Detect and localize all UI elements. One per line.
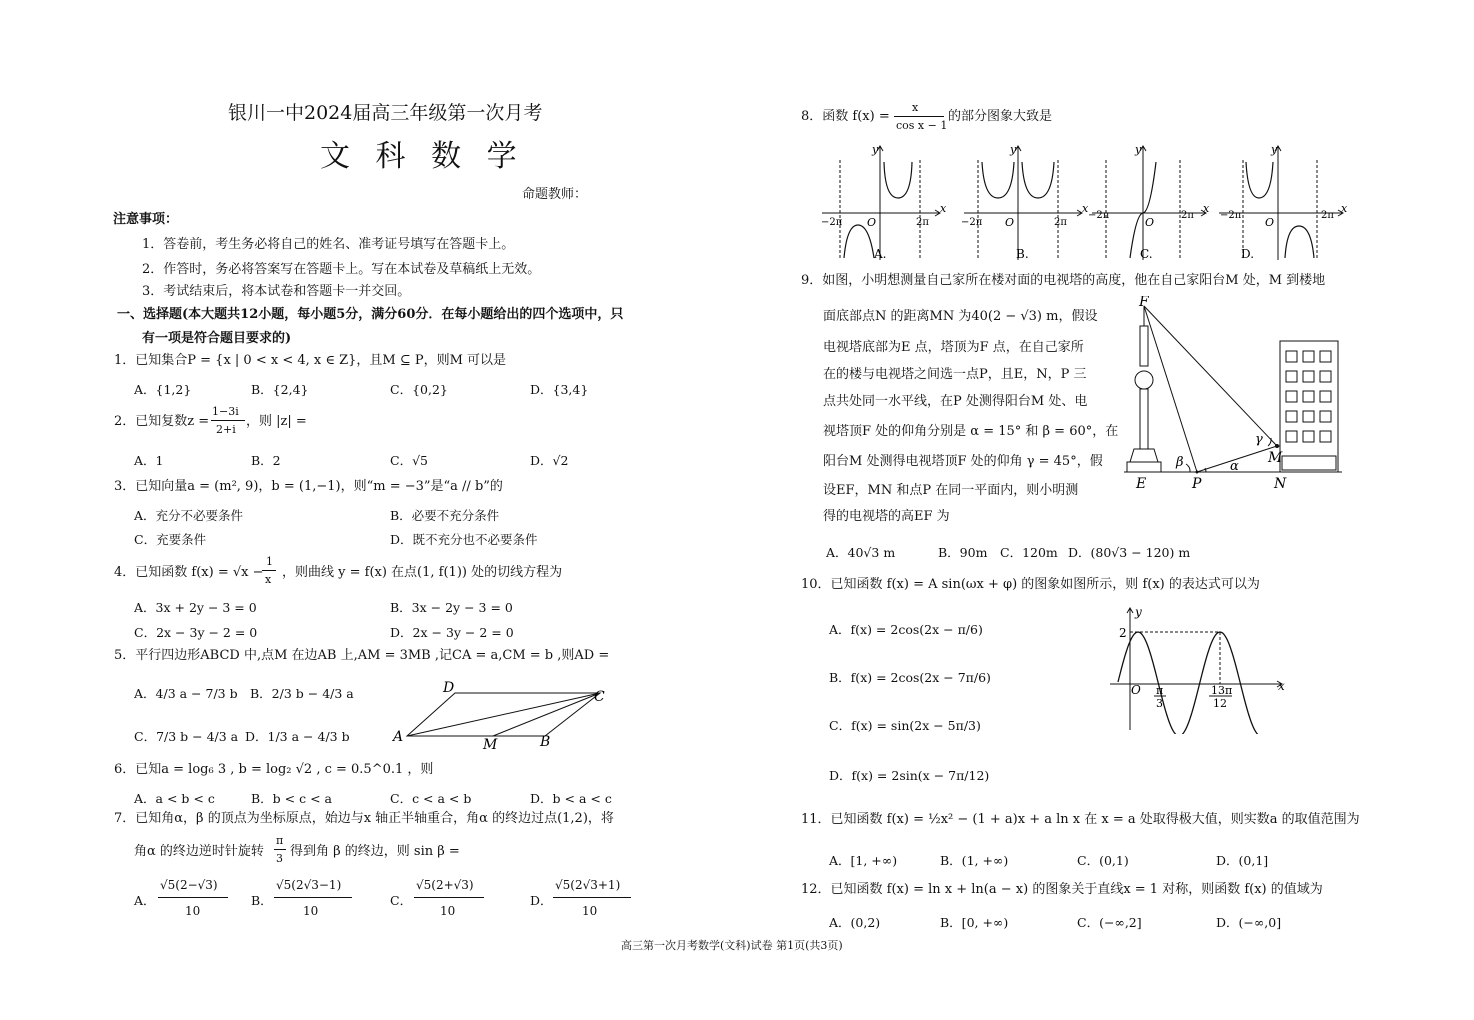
notice-item: 3．考试结束后，将本试卷和答题卡一并交回。 [142,284,411,299]
building-window [1320,411,1331,422]
label-m: M [1268,450,1283,466]
parallelogram-figure [385,678,615,750]
q2-frac-bar [211,420,245,421]
tower-building-figure [1122,296,1347,492]
svg-text:D.: D. [1241,247,1255,261]
question-7-stem-cont: 角α 的终边逆时针旋转 [134,844,264,859]
question-8-stem: 8．函数 f(x) = [801,109,890,124]
svg-text:y: y [1271,143,1278,156]
label-a: A [393,729,404,745]
q7-a-den: 10 [185,904,201,918]
label-n: N [1274,476,1287,492]
q1-option-c[interactable]: C．{0,2} [390,382,448,397]
notice-heading: 注意事项： [113,212,179,227]
q4-frac-bar [262,570,276,571]
q3-option-b[interactable]: B．必要不充分条件 [390,508,500,523]
q10-sine-graph [1108,604,1288,734]
label-beta: β [1176,455,1184,470]
svg-text:O: O [867,216,877,229]
q11-option-a[interactable]: A．[1, +∞) [829,853,898,868]
building-window [1303,351,1314,362]
question-9-stem: 9．如图，小明想测量自己家所在楼对面的电视塔的高度，他在自己家阳台M 处，M 到楼地 [801,273,1326,288]
q1-option-b[interactable]: B．{2,4} [251,382,309,397]
q4-option-b[interactable]: B．3x − 2y − 3 = 0 [390,600,513,615]
q7-frac-den: 3 [276,852,283,865]
exam-title: 银川一中2024届高三年级第一次月考 [228,102,543,124]
q3-option-a[interactable]: A．充分不必要条件 [134,508,244,523]
q4-frac-num: 1 [266,555,273,568]
q9-option-d[interactable]: D．(80√3 − 120) m [1068,545,1191,560]
question-7-stem-tail: 得到角 β 的终边，则 sin β = [290,844,460,859]
svg-text:2π: 2π [1181,210,1194,221]
q7-frac-num: π [276,834,284,847]
section-heading-cont: 有一项是符合题目要求的) [142,331,292,346]
building-window [1303,431,1314,442]
svg-text:−2π: −2π [821,217,843,228]
q7-c-num: √5(2+√3) [416,878,474,892]
question-6-stem: 6．已知a = log₆ 3 , b = log₂ √2 , c = 0.5^0.1 ，则 [114,762,434,777]
q4-frac-den: x [265,573,272,586]
q6-option-c[interactable]: C．c < a < b [390,791,472,806]
svg-text:O: O [1265,216,1275,229]
question-12-stem: 12．已知函数 f(x) = ln x + ln(a − x) 的图象关于直线x = 1 对称，则函数 f(x) 的值域为 [801,882,1323,897]
building-window [1320,431,1331,442]
q12-option-d[interactable]: D．(−∞,0] [1216,915,1282,930]
svg-text:−2π: −2π [961,217,983,228]
q2-option-c[interactable]: C．√5 [390,453,428,468]
svg-text:C.: C. [1140,247,1153,261]
q5-option-b[interactable]: B．2/3 b − 4/3 a [250,686,354,701]
q7-a-num: √5(2−√3) [160,878,218,892]
q8-frac-bar [894,116,944,117]
question-9-line: 设EF，MN 和点P 在同一平面内，则小明测 [823,483,1079,498]
q8-graph-c [1088,140,1213,262]
q2-frac-den: 2+i [216,423,236,436]
q7-c-bar [414,897,484,898]
question-9-line: 电视塔底部为E 点，塔顶为F 点，在自己家所 [823,340,1084,355]
question-1-stem: 1．已知集合P = {x | 0 < x < 4, x ∈ Z}，且M ⊆ P，则M 可以是 [114,353,507,368]
q4-option-d[interactable]: D．2x − 3y − 2 = 0 [390,625,514,640]
q8-frac-den: cos x − 1 [896,119,948,132]
building-window [1303,371,1314,382]
q6-option-d[interactable]: D．b < a < c [530,791,612,806]
q1-option-a[interactable]: A．{1,2} [134,382,192,397]
building-window [1286,371,1297,382]
svg-text:x: x [1341,202,1348,215]
building-window [1303,391,1314,402]
q7-a-bar [158,897,228,898]
q7-b-den: 10 [303,904,319,918]
label-p: P [1192,476,1202,492]
building-window [1286,391,1297,402]
label-alpha: α [1230,459,1239,474]
q2-option-d[interactable]: D．√2 [530,453,569,468]
svg-text:π: π [1156,684,1164,697]
svg-text:A.: A. [874,247,887,261]
question-9-line: 面底部点N 的距离MN 为40(2 − √3) m，假设 [823,309,1098,324]
svg-text:2π: 2π [1321,210,1334,221]
q2-frac-num: 1−3i [212,405,239,418]
q10-option-a[interactable]: A．f(x) = 2cos(2x − π/6) [829,622,983,637]
q2-tail: ，则 |z| = [246,414,307,429]
building-window [1320,391,1331,402]
section-heading: 一、选择题(本大题共12小题，每小题5分，满分60分．在每小题给出的四个选项中，只 [117,307,624,322]
question-7-stem: 7．已知角α，β 的顶点为坐标原点，始边与x 轴正半轴重合，角α 的终边过点(1,2)，将 [114,811,614,826]
svg-text:x: x [1203,202,1210,215]
q7-d-bar [553,897,631,898]
question-5-stem: 5．平行四边形ABCD 中,点M 在边AB 上,AM = 3MB ,记CA = a,CM = b ,则AD = [114,648,610,663]
q4-tail: ，则曲线 y = f(x) 在点(1, f(1)) 处的切线方程为 [282,565,563,580]
q12-option-a[interactable]: A．(0,2) [829,915,881,930]
q10-option-d[interactable]: D．f(x) = 2sin(x − 7π/12) [829,768,990,783]
q8-frac-num: x [912,101,919,114]
q1-option-d[interactable]: D．{3,4} [530,382,589,397]
q11-option-c[interactable]: C．(0,1) [1077,853,1129,868]
q7-d-num: √5(2√3+1) [555,878,621,892]
svg-text:2: 2 [1119,626,1127,640]
svg-text:O: O [1131,683,1141,697]
label-e: E [1136,476,1147,492]
q7-c-den: 10 [440,904,456,918]
question-4-stem: 4．已知函数 f(x) = √x − [114,565,264,580]
label-f: F [1139,296,1149,310]
svg-text:y: y [1135,143,1142,156]
q12-option-b[interactable]: B．[0, +∞) [940,915,1009,930]
q12-option-c[interactable]: C．(−∞,2] [1077,915,1142,930]
label-b: B [540,734,551,750]
svg-text:y: y [1010,143,1017,156]
building-window [1286,411,1297,422]
notice-item: 2．作答时，务必将答案写在答题卡上。写在本试卷及草稿纸上无效。 [142,262,541,277]
svg-text:y: y [1135,605,1142,619]
svg-text:O: O [1145,216,1155,229]
question-2-stem: 2．已知复数z = [114,414,210,429]
svg-text:x: x [940,202,947,215]
q7-option-d[interactable]: D． [530,893,553,908]
exam-subject: 文 科 数 学 [320,139,525,174]
question-11-stem: 11．已知函数 f(x) = ½x² − (1 + a)x + a ln x 在 x = a 处取得极大值，则实数a 的取值范围为 [801,812,1360,827]
q11-option-b[interactable]: B．(1, +∞) [940,853,1009,868]
label-d: D [443,680,455,696]
label-c: C [594,689,605,705]
svg-text:13π: 13π [1211,684,1233,697]
building-window [1286,351,1297,362]
q7-b-num: √5(2√3−1) [276,878,342,892]
q7-b-bar [274,897,352,898]
notice-item: 1．答卷前，考生务必将自己的姓名、准考证号填写在答题卡上。 [142,237,515,252]
building-window [1320,371,1331,382]
question-8-stem-tail: 的部分图象大致是 [948,109,1053,124]
q10-option-c[interactable]: C．f(x) = sin(2x − 5π/3) [829,718,981,733]
svg-text:B.: B. [1016,247,1029,261]
q10-option-b[interactable]: B．f(x) = 2cos(2x − 7π/6) [829,670,991,685]
q7-option-c[interactable]: C． [390,893,413,908]
q8-graph-a [818,140,948,262]
q6-option-b[interactable]: B．b < c < a [251,791,332,806]
question-9-line: 在的楼与电视塔之间选一点P，且E，N，P 三 [823,367,1087,382]
building-window [1320,351,1331,362]
question-9-line: 阳台M 处测得电视塔顶F 处的仰角 γ = 45°，假 [823,454,1103,469]
q5-option-d[interactable]: D．1/3 a − 4/3 b [245,729,350,744]
q7-d-den: 10 [582,904,598,918]
q3-option-d[interactable]: D．既不充分也不必要条件 [390,532,538,547]
question-9-line: 点共处同一水平线，在P 处测得阳台M 处、电 [823,394,1088,409]
q9-option-b[interactable]: B．90m [938,545,988,560]
q5-option-c[interactable]: C．7/3 b − 4/3 a [134,729,239,744]
question-9-line: 得的电视塔的高EF 为 [823,509,950,524]
svg-text:2π: 2π [916,217,929,228]
q8-graph-d [1215,140,1350,262]
q9-option-a[interactable]: A．40√3 m [826,545,896,560]
q5-option-a[interactable]: A．4/3 a − 7/3 b [134,686,238,701]
q2-option-a[interactable]: A．1 [134,453,164,468]
question-10-stem: 10．已知函数 f(x) = A sin(ωx + φ) 的图象如图所示，则 f(x) 的表达式可以为 [801,577,1260,592]
svg-text:O: O [1005,216,1015,229]
q11-option-d[interactable]: D．(0,1] [1216,853,1269,868]
author-label: 命题教师： [522,187,588,202]
svg-text:x: x [1278,679,1285,693]
q7-frac-bar [274,849,286,850]
label-gamma: γ [1255,432,1263,447]
q7-option-a[interactable]: A． [134,893,156,908]
building-window [1303,411,1314,422]
q8-graph-b [960,140,1090,262]
svg-text:−2π: −2π [1088,210,1110,221]
q3-option-c[interactable]: C．充要条件 [134,532,207,547]
svg-text:y: y [872,143,879,156]
q4-option-c[interactable]: C．2x − 3y − 2 = 0 [134,625,258,640]
svg-text:12: 12 [1213,697,1227,710]
svg-text:3: 3 [1156,697,1163,710]
q9-option-c[interactable]: C．120m [1000,545,1058,560]
q2-option-b[interactable]: B．2 [251,453,281,468]
label-m: M [483,737,498,750]
q7-option-b[interactable]: B． [251,893,273,908]
page-footer: 高三第一次月考数学(文科)试卷 第1页(共3页) [621,939,843,952]
q4-option-a[interactable]: A．3x + 2y − 3 = 0 [134,600,257,615]
building-window [1286,431,1297,442]
svg-text:−2π: −2π [1220,210,1242,221]
svg-text:x: x [1082,202,1089,215]
q6-option-a[interactable]: A．a < b < c [134,791,215,806]
question-3-stem: 3．已知向量a = (m², 9)，b = (1,−1)，则“m = −3”是“a // b”的 [114,479,503,494]
svg-text:2π: 2π [1054,217,1067,228]
question-9-line: 视塔顶F 处的仰角分别是 α = 15° 和 β = 60°，在 [823,424,1119,439]
